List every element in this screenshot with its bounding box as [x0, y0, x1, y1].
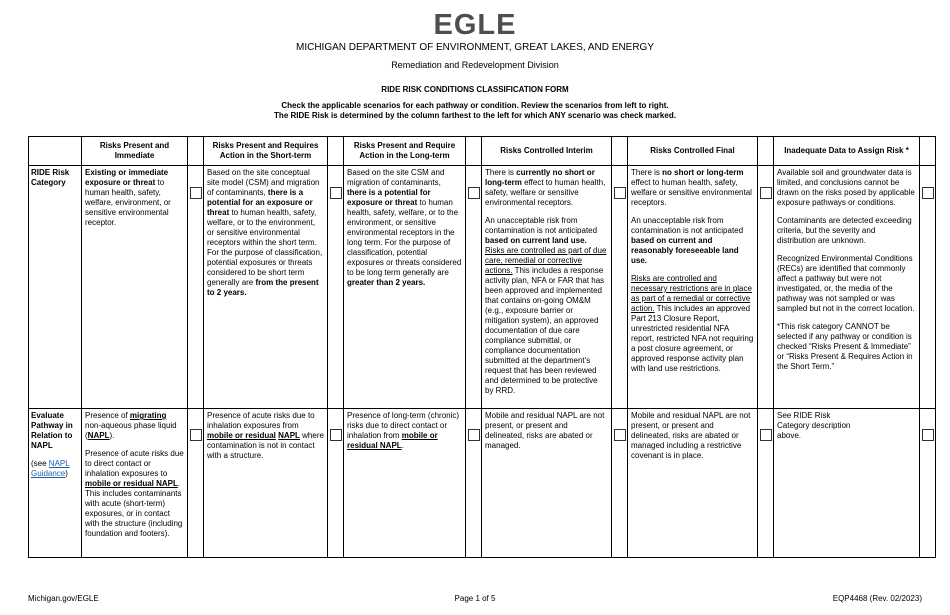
checkbox-header-cell: [188, 137, 204, 166]
checkbox-napl-inadequate-data[interactable]: [922, 429, 934, 441]
cell-ride-present-immediate: [82, 166, 188, 409]
text-bold: there is a potential for exposure or threat: [347, 188, 431, 207]
checkbox-napl-controlled-interim[interactable]: [614, 429, 626, 441]
checkbox-ride-long-term[interactable]: [468, 187, 480, 199]
text: Based on the site CSM and migration of contaminants,: [347, 168, 445, 187]
checkbox-ride-controlled-final[interactable]: [760, 187, 772, 199]
row-label-text: Evaluate Pathway in Relation to NAPL: [31, 411, 73, 450]
checkbox-cell: [188, 409, 204, 558]
cell-napl-controlled-interim: Mobile and residual NAPL are not present, or present and delineated, risks are abated or managed.: [482, 409, 612, 558]
checkbox-cell: [612, 166, 628, 409]
paragraph: [631, 216, 754, 266]
text-line: See RIDE Risk: [777, 411, 831, 420]
text: to human health, safety, welfare, or to the environment, or sensitive environmental receptors within the short term. For the purpose of classification, potential exposures or threats considered to be short term generally are: [207, 208, 323, 287]
form-title: RIDE RISK CONDITIONS CLASSIFICATION FORM: [381, 85, 569, 94]
row-label-ride-risk: RIDE Risk Category: [29, 166, 82, 409]
paragraph: [85, 449, 184, 539]
text: where contamination is not in contact with a structure.: [207, 431, 324, 460]
text-bold: based on current and reasonably foreseeable land use.: [631, 236, 739, 265]
text-bold: there is a potential for an exposure or threat: [207, 188, 313, 217]
footer-website: Michigan.gov/EGLE: [28, 594, 99, 603]
cell-ride-long-term: [344, 166, 466, 409]
text-bold: from the present to 2 years.: [207, 278, 319, 297]
checkbox-header-cell: [328, 137, 344, 166]
text: ): [65, 469, 68, 478]
department-name: MICHIGAN DEPARTMENT OF ENVIRONMENT, GREAT LAKES, AND ENERGY: [295, 42, 655, 53]
checkbox-header-cell: [920, 137, 936, 166]
row-label-napl: [29, 409, 82, 558]
napl-guidance-link[interactable]: NAPL Guidance: [31, 459, 70, 478]
napl-guidance-note: [31, 459, 79, 479]
text: Presence of long-term (chronic) risks due to direct contact or inhalation from: [347, 411, 460, 440]
egle-logo: EGLE: [433, 9, 517, 41]
checkbox-cell: [920, 166, 936, 409]
paragraph: [485, 168, 608, 208]
text-line: above.: [777, 431, 802, 440]
cell-ride-controlled-interim: [482, 166, 612, 409]
col-header-inadequate-data: Inadequate Data to Assign Risk *: [774, 137, 920, 166]
checkbox-cell: [466, 409, 482, 558]
text: ).: [109, 431, 115, 440]
checkbox-cell: [920, 409, 936, 558]
text: An unacceptable risk from contamination is not anticipated: [485, 216, 598, 235]
text: There is: [631, 168, 663, 177]
table-row-ride-risk: [29, 166, 936, 409]
checkbox-napl-long-term[interactable]: [468, 429, 480, 441]
paragraph: [631, 168, 754, 208]
table-row-napl: [29, 409, 936, 558]
checkbox-cell: [328, 166, 344, 409]
cell-ride-controlled-final: [628, 166, 758, 409]
checkbox-napl-controlled-final[interactable]: [760, 429, 772, 441]
checkbox-cell: [758, 409, 774, 558]
text-underlined: Risks are controlled as part of due care, remedial or corrective actions.: [485, 246, 607, 275]
text-bold-underlined: NAPL: [87, 431, 110, 440]
cell-napl-short-term: [204, 409, 328, 558]
text: This includes a response activity plan, NFA or FAR that has been approved and implemented that contains on-going OM&M (e.g., exposure barrier or mitigation system), an approved documentation of due care compliance submittal, or compliance documentation submitted at the department’s request that has been reviewed and determined to be protective by RRD.: [485, 266, 605, 395]
checkbox-cell: [328, 409, 344, 558]
division-name: Remediation and Redevelopment Division: [391, 60, 559, 70]
text-bold-underlined: migrating: [129, 411, 167, 420]
text-bold-underlined: NAPL: [278, 431, 300, 440]
text: effect to human health, safety, welfare or sensitive environmental receptors.: [631, 178, 752, 207]
text: Presence of acute risks due to direct contact or inhalation exposures to: [85, 449, 184, 478]
text-bold: currently no short or long-term: [485, 168, 595, 187]
text: Presence of: [85, 411, 130, 420]
cell-ride-inadequate-data: [774, 166, 920, 409]
text: (see: [31, 459, 49, 468]
text: .: [401, 441, 404, 450]
cell-napl-long-term: [344, 409, 466, 558]
text-bold-underlined: mobile or residual NAPL: [347, 431, 438, 450]
checkbox-cell: [188, 166, 204, 409]
cell-ride-short-term: [204, 166, 328, 409]
instruction-line-1: Check the applicable scenarios for each pathway or condition. Review the scenarios from left to right.: [281, 101, 669, 110]
footer-form-id: EQP4468 (Rev. 02/2023): [832, 594, 922, 603]
col-header-long-term: Risks Present and Require Action in the Long-term: [344, 137, 466, 166]
text: to human health, safety, welfare, environment, or sensitive environmental receptor.: [85, 178, 171, 227]
text: There is: [485, 168, 517, 177]
text: to human health, safety, welfare, or to the environment, or sensitive environmental receptors in the long term. For the purpose of classification, potential exposures or threats considered to be long term generally are: [347, 198, 462, 277]
checkbox-cell: [758, 166, 774, 409]
checkbox-header-cell: [612, 137, 628, 166]
checkbox-ride-inadequate-data[interactable]: [922, 187, 934, 199]
text-underlined: Risks are controlled and necessary restrictions are in place as part of a remedial or corrective action.: [631, 274, 752, 313]
checkbox-ride-controlled-interim[interactable]: [614, 187, 626, 199]
checkbox-napl-short-term[interactable]: [330, 429, 342, 441]
cell-napl-present-immediate: [82, 409, 188, 558]
paragraph: [631, 274, 754, 374]
risk-classification-table: [28, 136, 936, 558]
checkbox-header-cell: [466, 137, 482, 166]
text-bold: no short or long-term: [662, 168, 744, 177]
checkbox-napl-present-immediate[interactable]: [190, 429, 202, 441]
text-bold: based on current land use.: [485, 236, 587, 245]
text: effect to human health, safety, welfare or sensitive environmental receptors.: [485, 178, 606, 207]
col-header-controlled-final: Risks Controlled Final: [628, 137, 758, 166]
paragraph: [85, 411, 184, 441]
text-line: Category description: [777, 421, 851, 430]
paragraph: Recognized Environmental Conditions (RECs) are identified that commonly affect a pathway but were not investigated, or, the media of the pathway was not sampled or was sampled but not in the correct location.: [777, 254, 915, 313]
table-header-row: [29, 137, 936, 166]
text: . This includes contaminants with acute (short-term) exposures, or in contact with the structure (including foundation and footers).: [85, 479, 183, 538]
text-bold: greater than 2 years.: [347, 278, 426, 287]
paragraph: [485, 216, 608, 396]
paragraph: Available soil and groundwater data is limited, and conclusions cannot be drawn on the risks posed by applicable exposure pathways or conditions.: [777, 168, 915, 207]
col-header-present-immediate: Risks Present and Immediate: [82, 137, 188, 166]
text: Presence of acute risks due to inhalation exposures from: [207, 411, 315, 430]
paragraph: *This risk category CANNOT be selected if any pathway or condition is checked “Risks Present & Immediate” or “Risks Present & Requires Action in the Short Term.”: [777, 322, 913, 371]
text-bold-underlined: mobile or residual NAPL: [85, 479, 178, 488]
text: non-aqueous phase liquid (: [85, 421, 177, 440]
checkbox-ride-present-immediate[interactable]: [190, 187, 202, 199]
text-bold: Existing or immediate exposure or threat: [85, 168, 169, 187]
text: This includes an approved Part 213 Closure Report, unrestricted residential NFA report, restricted NFA not requiring a post closure agreement, or approved response activity plan with land use restrictions.: [631, 304, 754, 373]
checkbox-cell: [466, 166, 482, 409]
instruction-line-2: The RIDE Risk is determined by the column farthest to the left for which ANY scenario was check marked.: [274, 111, 676, 120]
footer-page-number: Page 1 of 5: [454, 594, 496, 603]
checkbox-header-cell: [758, 137, 774, 166]
text: Based on the site conceptual site model (CSM) and migration of contaminants,: [207, 168, 320, 197]
text: An unacceptable risk from contamination is not anticipated: [631, 216, 744, 235]
checkbox-ride-short-term[interactable]: [330, 187, 342, 199]
text-bold-underlined: mobile or residual: [207, 431, 276, 440]
col-header-short-term: Risks Present and Requires Action in the Short-term: [204, 137, 328, 166]
paragraph: Contaminants are detected exceeding criteria, but the severity and distribution are unknown.: [777, 216, 912, 245]
checkbox-cell: [612, 409, 628, 558]
cell-napl-inadequate-data: [774, 409, 920, 558]
col-header-controlled-interim: Risks Controlled Interim: [482, 137, 612, 166]
corner-cell: [29, 137, 82, 166]
cell-napl-controlled-final: Mobile and residual NAPL are not present, or present and delineated, risks are abated or managed including a restrictive covenant is in place.: [628, 409, 758, 558]
